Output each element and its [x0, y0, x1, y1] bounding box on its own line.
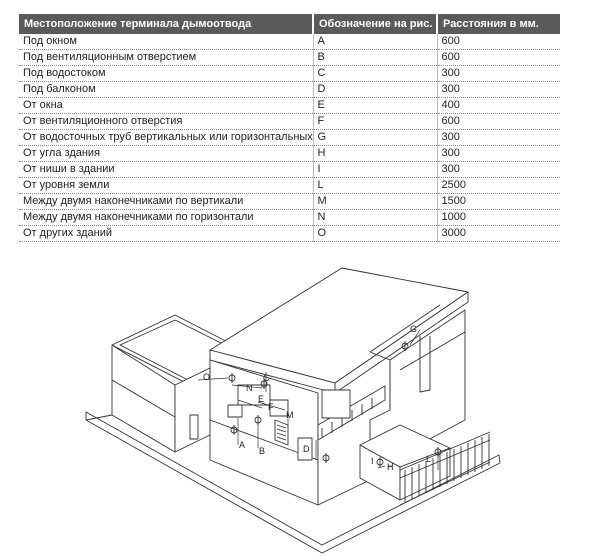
cell-distance: 3000 — [437, 226, 560, 242]
cell-code: E — [313, 98, 437, 114]
cell-code: M — [313, 194, 437, 210]
header-location: Местоположение терминала дымоотвода — [19, 14, 313, 34]
cell-code: L — [313, 178, 437, 194]
cell-location: Под водостоком — [19, 66, 313, 82]
table-row — [19, 146, 560, 162]
cell-location: Под балконом — [19, 82, 313, 98]
cell-distance: 300 — [437, 82, 560, 98]
table-header-row — [19, 14, 560, 34]
cell-distance: 300 — [437, 146, 560, 162]
table-row — [19, 226, 560, 242]
cell-location: От ниши в здании — [19, 162, 313, 178]
label-I: I — [371, 456, 374, 466]
cell-code: C — [313, 66, 437, 82]
table-row — [19, 194, 560, 210]
cell-distance: 2500 — [437, 178, 560, 194]
cell-location: Под окном — [19, 34, 313, 50]
label-D: D — [303, 444, 310, 454]
cell-location: От окна — [19, 98, 313, 114]
building-flue-diagram — [0, 258, 600, 557]
table-row — [19, 178, 560, 194]
label-M: M — [286, 410, 294, 420]
table-row — [19, 162, 560, 178]
header-code: Обозначение на рис. — [313, 14, 437, 34]
cell-code: G — [313, 130, 437, 146]
label-H: H — [387, 462, 394, 472]
cell-code: I — [313, 162, 437, 178]
cell-code: A — [313, 34, 437, 50]
label-L: L — [426, 454, 432, 464]
cell-location: От уровня земли — [19, 178, 313, 194]
cell-code: O — [313, 226, 437, 242]
label-N: N — [246, 383, 253, 393]
cell-distance: 600 — [437, 34, 560, 50]
label-O: O — [203, 372, 211, 382]
cell-distance: 300 — [437, 162, 560, 178]
table-row — [19, 82, 560, 98]
cell-distance: 600 — [437, 50, 560, 66]
table-row — [19, 114, 560, 130]
cell-location: От водосточных труб вертикальных или горизонтальных — [19, 130, 313, 146]
cell-location: От вентиляционного отверстия — [19, 114, 313, 130]
cell-distance: 300 — [437, 66, 560, 82]
cell-location: Под вентиляционным отверстием — [19, 50, 313, 66]
table-row — [19, 98, 560, 114]
cell-code: N — [313, 210, 437, 226]
label-B: B — [259, 446, 266, 456]
table-row — [19, 130, 560, 146]
table-row — [19, 210, 560, 226]
cell-distance: 600 — [437, 114, 560, 130]
cell-code: F — [313, 114, 437, 130]
table-row — [19, 50, 560, 66]
label-C: C — [263, 373, 270, 383]
label-E: E — [258, 394, 265, 404]
label-G: G — [410, 324, 418, 334]
cell-code: H — [313, 146, 437, 162]
cell-code: D — [313, 82, 437, 98]
label-F: F — [268, 402, 274, 412]
table-row — [19, 34, 560, 50]
header-distance: Расстояния в мм. — [437, 14, 560, 34]
cell-distance: 400 — [437, 98, 560, 114]
cell-location: От угла здания — [19, 146, 313, 162]
cell-location: От других зданий — [19, 226, 313, 242]
cell-distance: 1500 — [437, 194, 560, 210]
cell-location: Между двумя наконечниками по вертикали — [19, 194, 313, 210]
cell-location: Между двумя наконечниками по горизонтали — [19, 210, 313, 226]
flue-distance-table — [19, 14, 560, 242]
cell-distance: 1000 — [437, 210, 560, 226]
cell-distance: 300 — [437, 130, 560, 146]
cell-code: B — [313, 50, 437, 66]
label-A: A — [239, 440, 246, 450]
table-row — [19, 66, 560, 82]
